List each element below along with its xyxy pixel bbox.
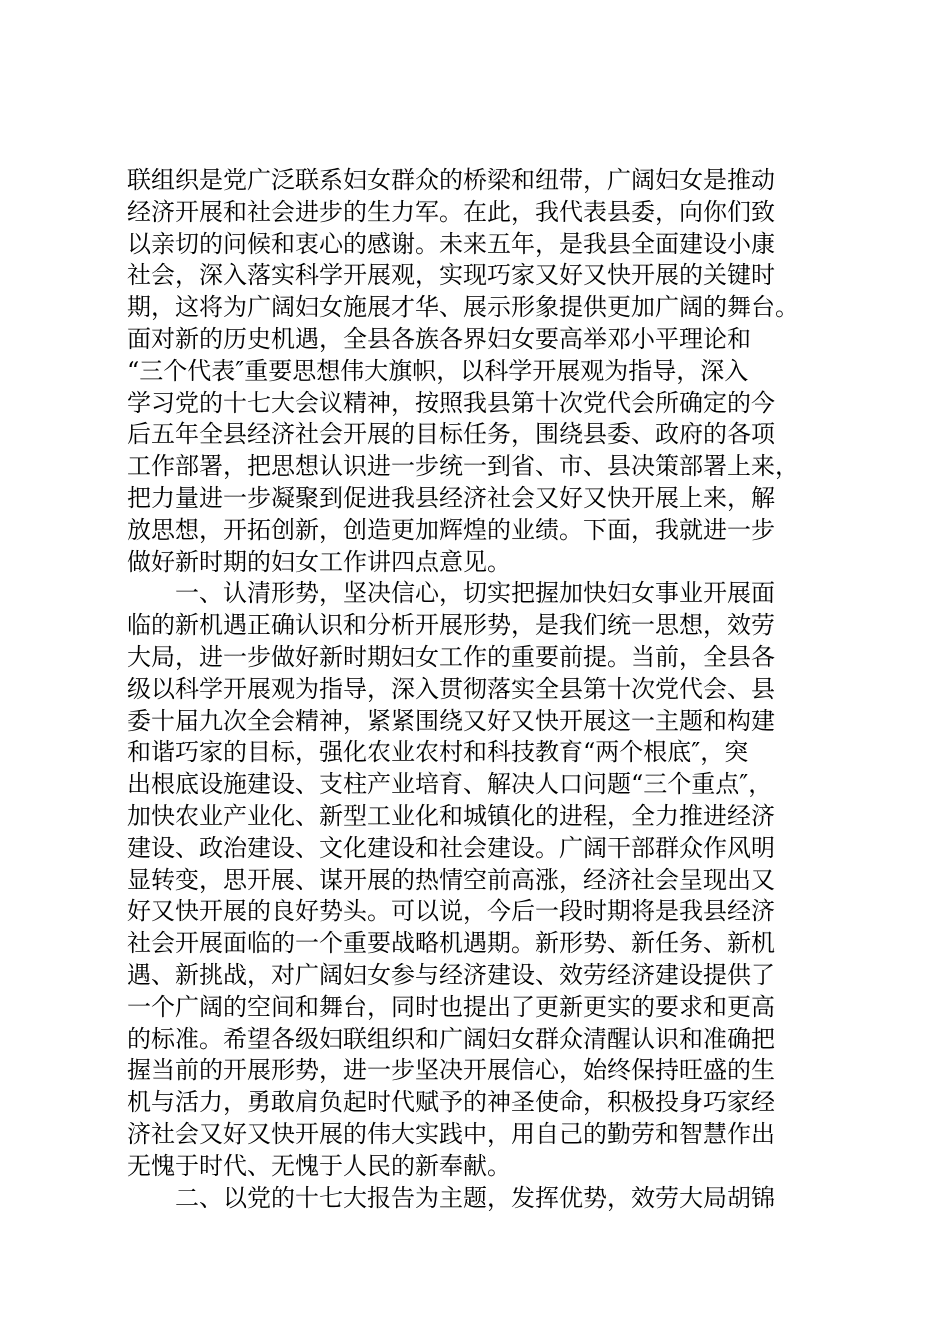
text-line: 级以科学开展观为指导，深入贯彻落实全县第十次党代会、县: [127, 674, 775, 703]
text-line: 以亲切的问候和衷心的感谢。未来五年，是我县全面建设小康: [127, 229, 775, 258]
text-line: 加快农业产业化、新型工业化和城镇化的进程，全力推进经济: [127, 801, 775, 830]
text-line: 建设、政治建设、文化建设和社会建设。广阔干部群众作风明: [127, 833, 775, 862]
text-line: 联组织是党广泛联系妇女群众的桥梁和纽带，广阔妇女是推动: [127, 166, 775, 194]
text-line: 社会开展面临的一个重要战略机遇期。新形势、新任务、新机: [127, 929, 775, 958]
document-body-text: [127, 165, 847, 1214]
text-line: 济社会又好又快开展的伟大实践中，用自己的勤劳和智慧作出: [127, 1119, 775, 1148]
text-line: 显转变，思开展、谋开展的热情空前高涨，经济社会呈现出又: [127, 865, 775, 894]
text-line: 期，这将为广阔妇女施展才华、展示形象提供更加广阔的舞台。: [127, 293, 799, 322]
text-line: 机与活力，勇敢肩负起时代赋予的神圣使命，积极投身巧家经: [127, 1088, 775, 1117]
text-line: 一个广阔的空间和舞台，同时也提出了更新更实的要求和更高: [127, 992, 775, 1021]
text-line: 社会，深入落实科学开展观，实现巧家又好又快开展的关键时: [127, 261, 775, 290]
text-line: 的标准。希望各级妇联组织和广阔妇女群众清醒认识和准确把: [127, 1024, 775, 1053]
text-line: 二、以党的十七大报告为主题，发挥优势，效劳大局胡锦: [127, 1183, 775, 1212]
text-line: 无愧于时代、无愧于人民的新奉献。: [127, 1151, 511, 1180]
text-line: 好又快开展的良好势头。可以说，今后一段时期将是我县经济: [127, 897, 775, 926]
text-line: 委十届九次全会精神，紧紧围绕又好又快开展这一主题和构建: [127, 706, 775, 735]
text-line: 学习党的十七大会议精神，按照我县第十次党代会所确定的今: [127, 388, 775, 417]
text-line: 后五年全县经济社会开展的目标任务，围绕县委、政府的各项: [127, 420, 775, 449]
text-line: 面对新的历史机遇，全县各族各界妇女要高举邓小平理论和: [127, 324, 751, 353]
text-line: 出根底设施建设、支柱产业培育、解决人口问题“三个重点″，: [127, 770, 773, 799]
text-line: 经济开展和社会进步的生力军。在此，我代表县委，向你们致: [127, 197, 775, 226]
text-line: 和谐巧家的目标，强化农业农村和科技教育“两个根底″，突: [127, 738, 749, 767]
text-line: 临的新机遇正确认识和分析开展形势，是我们统一思想，效劳: [127, 611, 775, 640]
text-line: “三个代表″重要思想伟大旗帜，以科学开展观为指导，深入: [127, 356, 749, 385]
text-line: 把力量进一步凝聚到促进我县经济社会又好又快开展上来，解: [127, 483, 775, 512]
text-line: 握当前的开展形势，进一步坚决开展信心，始终保持旺盛的生: [127, 1056, 775, 1085]
text-line: 放思想，开拓创新，创造更加辉煌的业绩。下面，我就进一步: [127, 515, 775, 544]
text-line: 一、认清形势，坚决信心，切实把握加快妇女事业开展面: [127, 579, 775, 608]
text-line: 大局，进一步做好新时期妇女工作的重要前提。当前，全县各: [127, 642, 775, 671]
text-line: 做好新时期的妇女工作讲四点意见。: [127, 547, 511, 576]
text-line: 遇、新挑战，对广阔妇女参与经济建设、效劳经济建设提供了: [127, 960, 775, 989]
text-line: 工作部署，把思想认识进一步统一到省、市、县决策部署上来，: [127, 452, 799, 481]
